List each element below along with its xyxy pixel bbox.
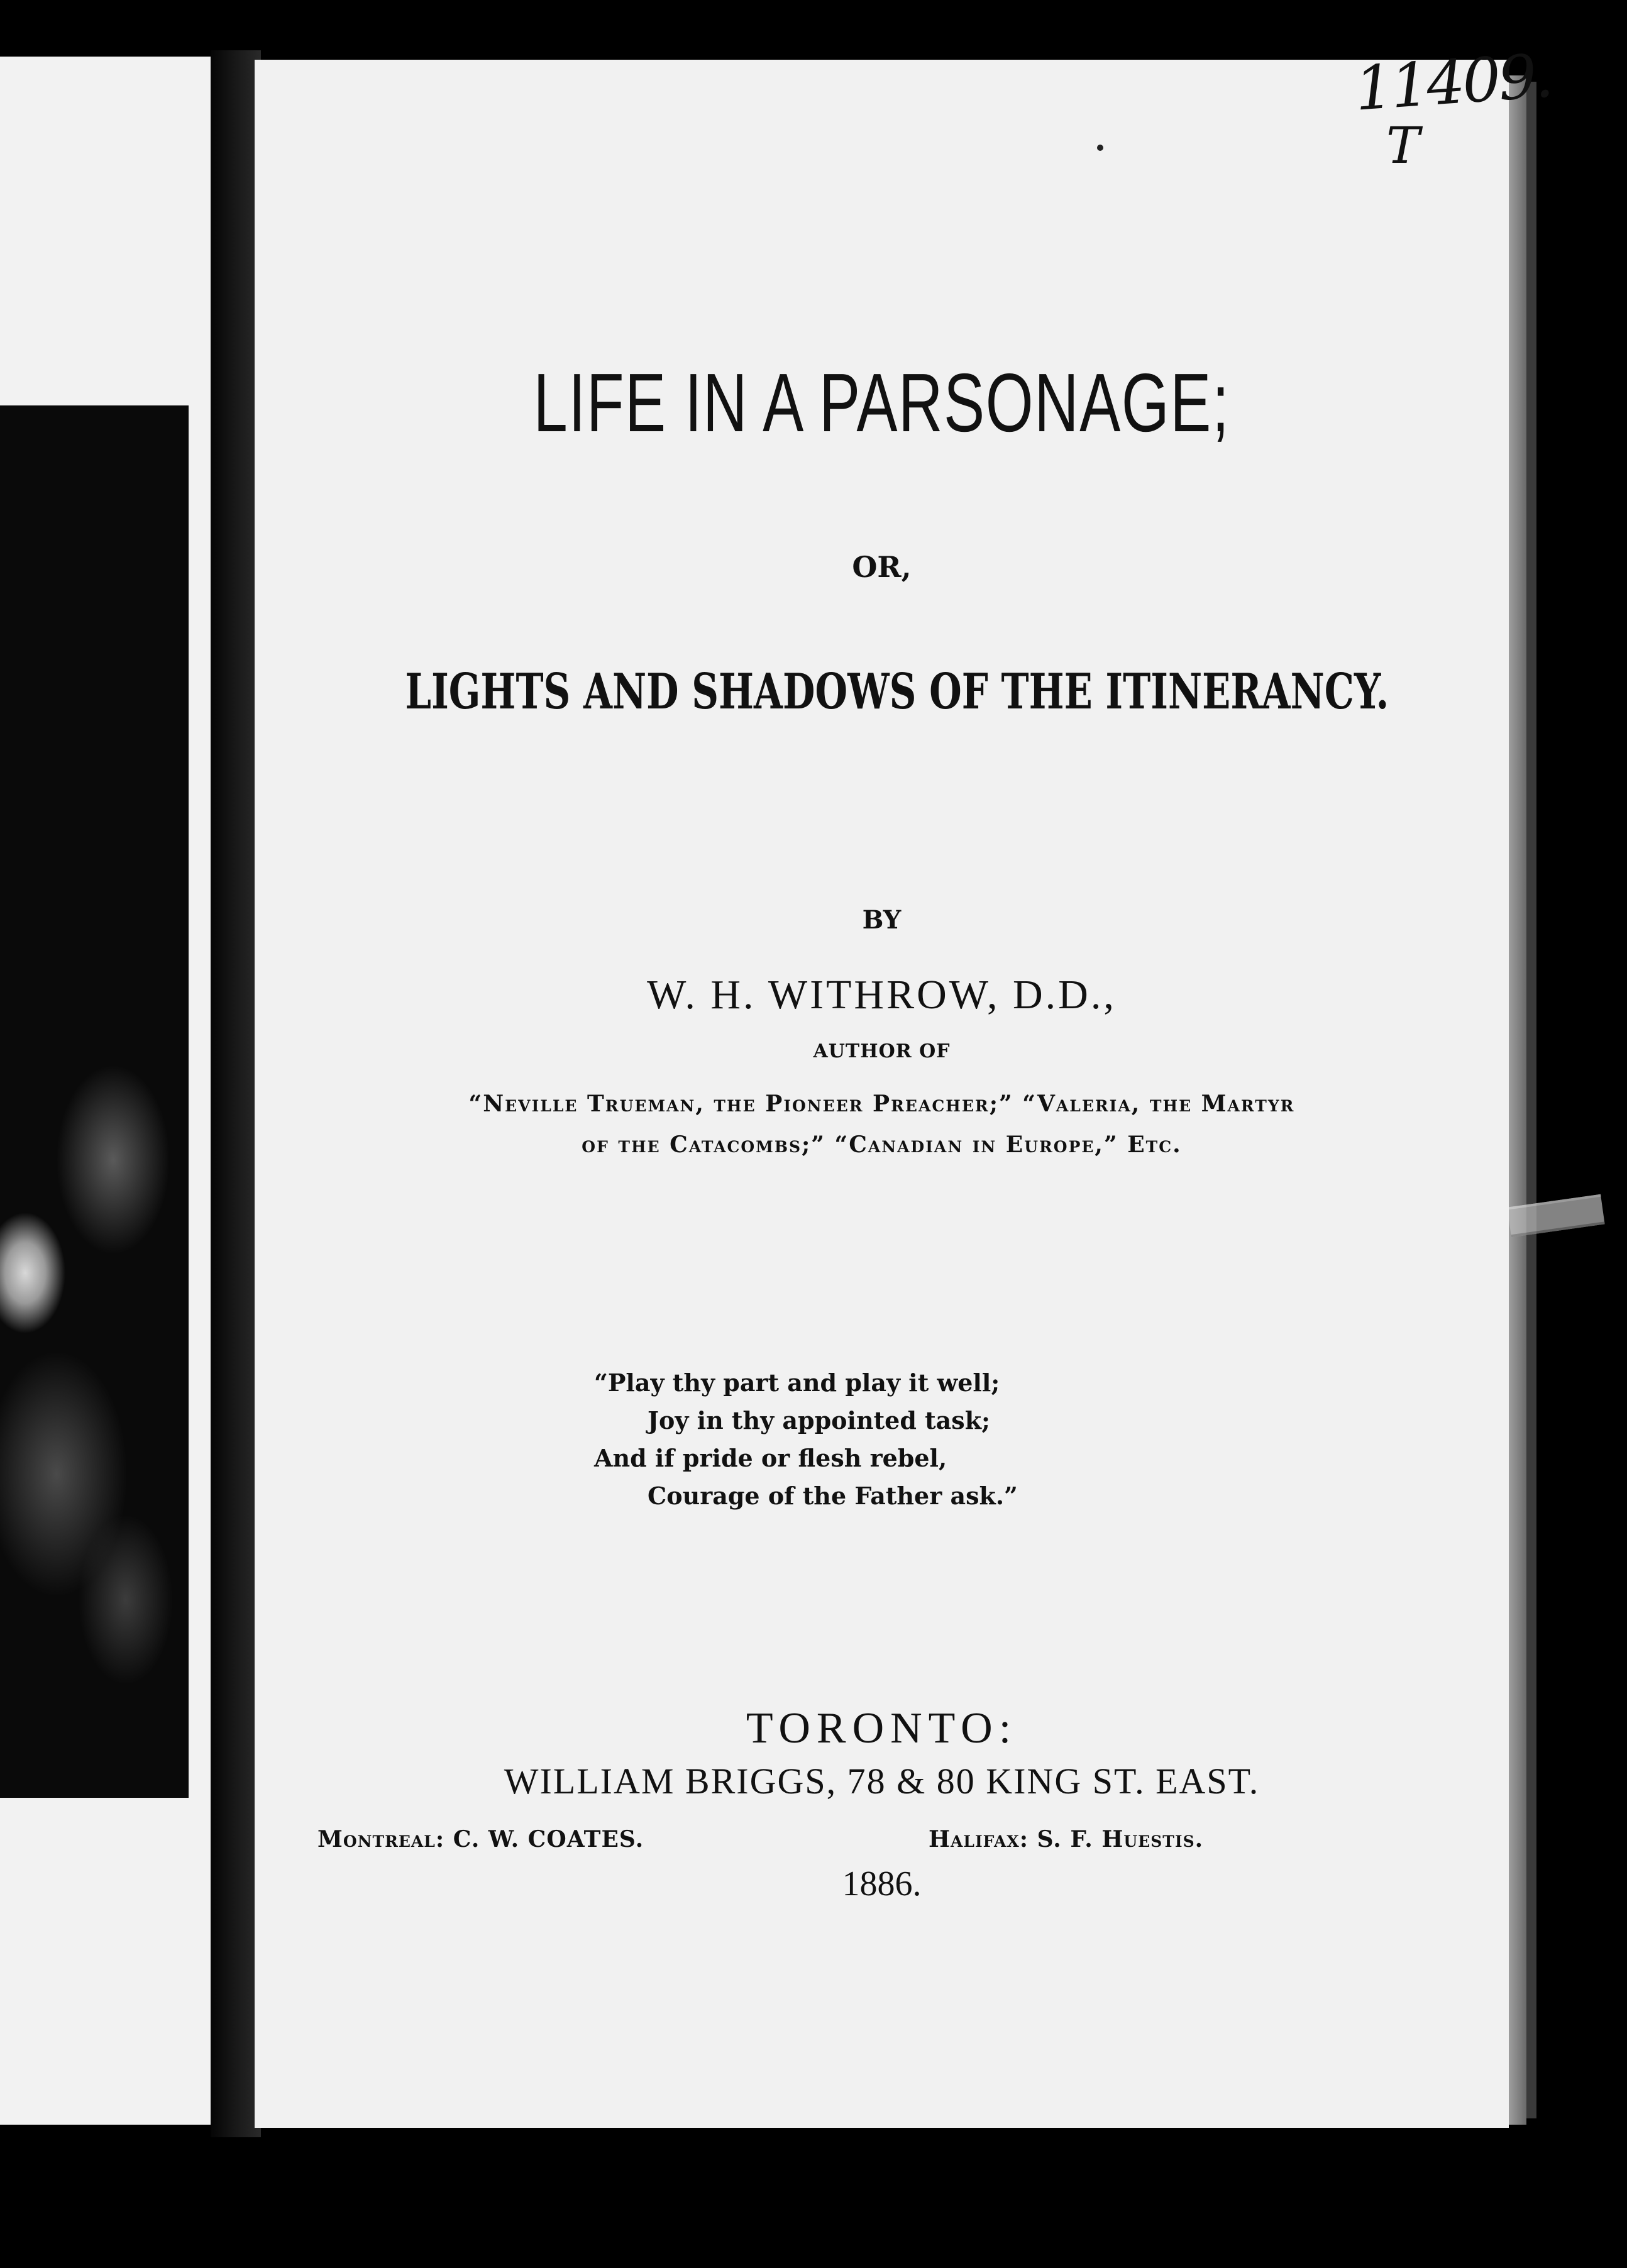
epigraph-line: Courage of the Father ask.” (648, 1482, 1018, 1510)
frontispiece-engraving (0, 405, 189, 1798)
imprint-publisher: WILLIAM BRIGGS, 78 & 80 KING ST. EAST. (504, 1761, 1260, 1802)
epigraph-line: “Play thy part and play it well; (594, 1368, 1000, 1397)
handwritten-shelfmark (1323, 40, 1553, 185)
book-gutter (211, 50, 261, 2137)
imprint-agent-halifax: Halifax: S. F. Huestis. (929, 1826, 1204, 1852)
epigraph (594, 1364, 1018, 1515)
imprint-year: 1886. (842, 1864, 922, 1903)
imprint-agent-montreal: Montreal: C. W. COATES. (317, 1826, 644, 1852)
title-page (255, 40, 1553, 2128)
epigraph-line: Joy in thy appointed task; (648, 1406, 991, 1434)
title-or: OR, (852, 550, 912, 584)
by-line: BY (862, 905, 902, 935)
book-title: LIFE IN A PARSONAGE; (533, 356, 1230, 449)
imprint-city: TORONTO: (746, 1704, 1018, 1753)
page-edge (1509, 75, 1526, 2125)
shelfmark-number: 11409. (1352, 40, 1553, 124)
epigraph-line: And if pride or flesh rebel, (594, 1444, 947, 1472)
book-subtitle: LIGHTS AND SHADOWS OF THE ITINERANCY. (405, 663, 1389, 720)
other-works-line-2: of the Catacombs;” “Canadian in Europe,” Etc. (582, 1131, 1182, 1158)
author-of-label: AUTHOR OF (813, 1040, 951, 1062)
ink-speck (1097, 145, 1103, 151)
shelfmark-letter: T (1386, 116, 1420, 175)
author-name: W. H. WITHROW, D.D., (647, 972, 1117, 1018)
page-edge-shadow (1526, 82, 1536, 2118)
other-works-line-1: “Neville Trueman, the Pioneer Preacher;” “Valeria, the Martyr (468, 1091, 1295, 1117)
